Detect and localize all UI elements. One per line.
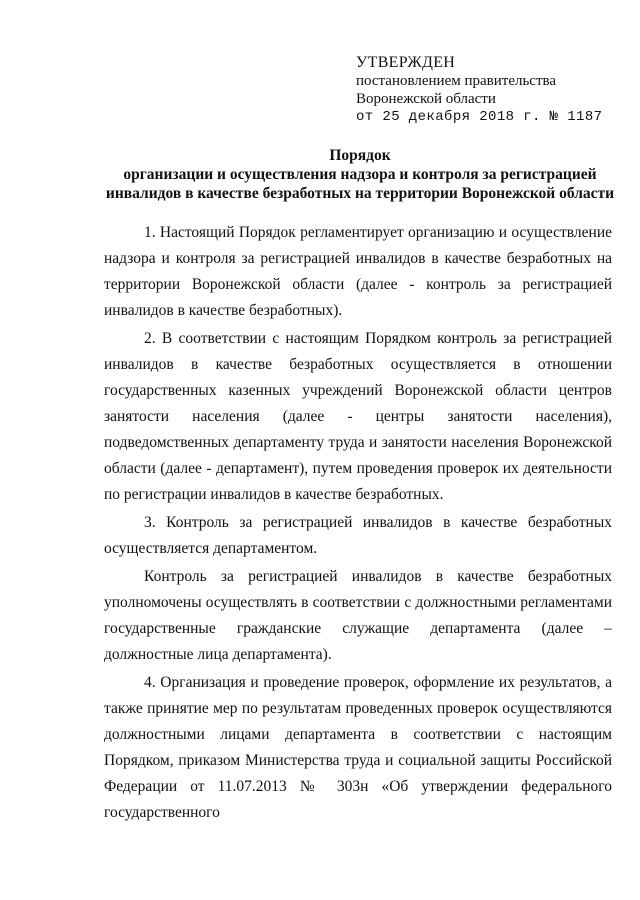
approval-line-1: постановлением правительства <box>356 73 557 89</box>
title-line-2: организации и осуществления надзора и контроля за регистрацией <box>123 166 597 183</box>
paragraph-1: 1. Настоящий Порядок регламентирует организацию и осуществление надзора и контроля за регистрацией инвалидов в качестве безработных на территории Воронежской области (далее - контроль за регистрацией инвалидов в качестве безработных). <box>104 224 612 319</box>
document-body <box>104 220 612 828</box>
document-title <box>60 146 640 203</box>
title-line-3: инвалидов в качестве безработных на территории Воронежской области <box>105 185 615 202</box>
paragraph-5: 4. Организация и проведение проверок, оформление их результатов, а также принятие мер по результатам проведенных проверок осуществляются должностными лицами департамента в соответствии с настоящим Порядком, приказом Министерства труда и социальной защиты Российской Федерации от 11.07.2013 № 303н «Об утверждении федерального государственного <box>104 674 612 821</box>
approval-stamp <box>356 54 602 126</box>
title-line-1: Порядок <box>329 147 391 164</box>
paragraph-2: 2. В соответствии с настоящим Порядком контроль за регистрацией инвалидов в качестве безработных осуществляется в отношении государственных казенных учреждений Воронежской области центров занятости населения (далее - центры занятости населения), подведомственных департаменту труда и занятости населения Воронежской области (далее - департамент), путем проведения проверок их деятельности по регистрации инвалидов в качестве безработных. <box>104 330 612 503</box>
paragraph-3: 3. Контроль за регистрацией инвалидов в качестве безработных осуществляется департаментом. <box>104 514 612 557</box>
approval-date: от 25 декабря 2018 г. № 1187 <box>356 109 603 125</box>
paragraph-4: Контроль за регистрацией инвалидов в качестве безработных уполномочены осуществлять в соответствии с должностными регламентами государственные гражданские служащие департамента (далее – должностные лица департамента). <box>104 568 612 663</box>
approval-line-2: Воронежской области <box>356 91 496 107</box>
approval-heading: УТВЕРЖДЕН <box>356 54 456 71</box>
